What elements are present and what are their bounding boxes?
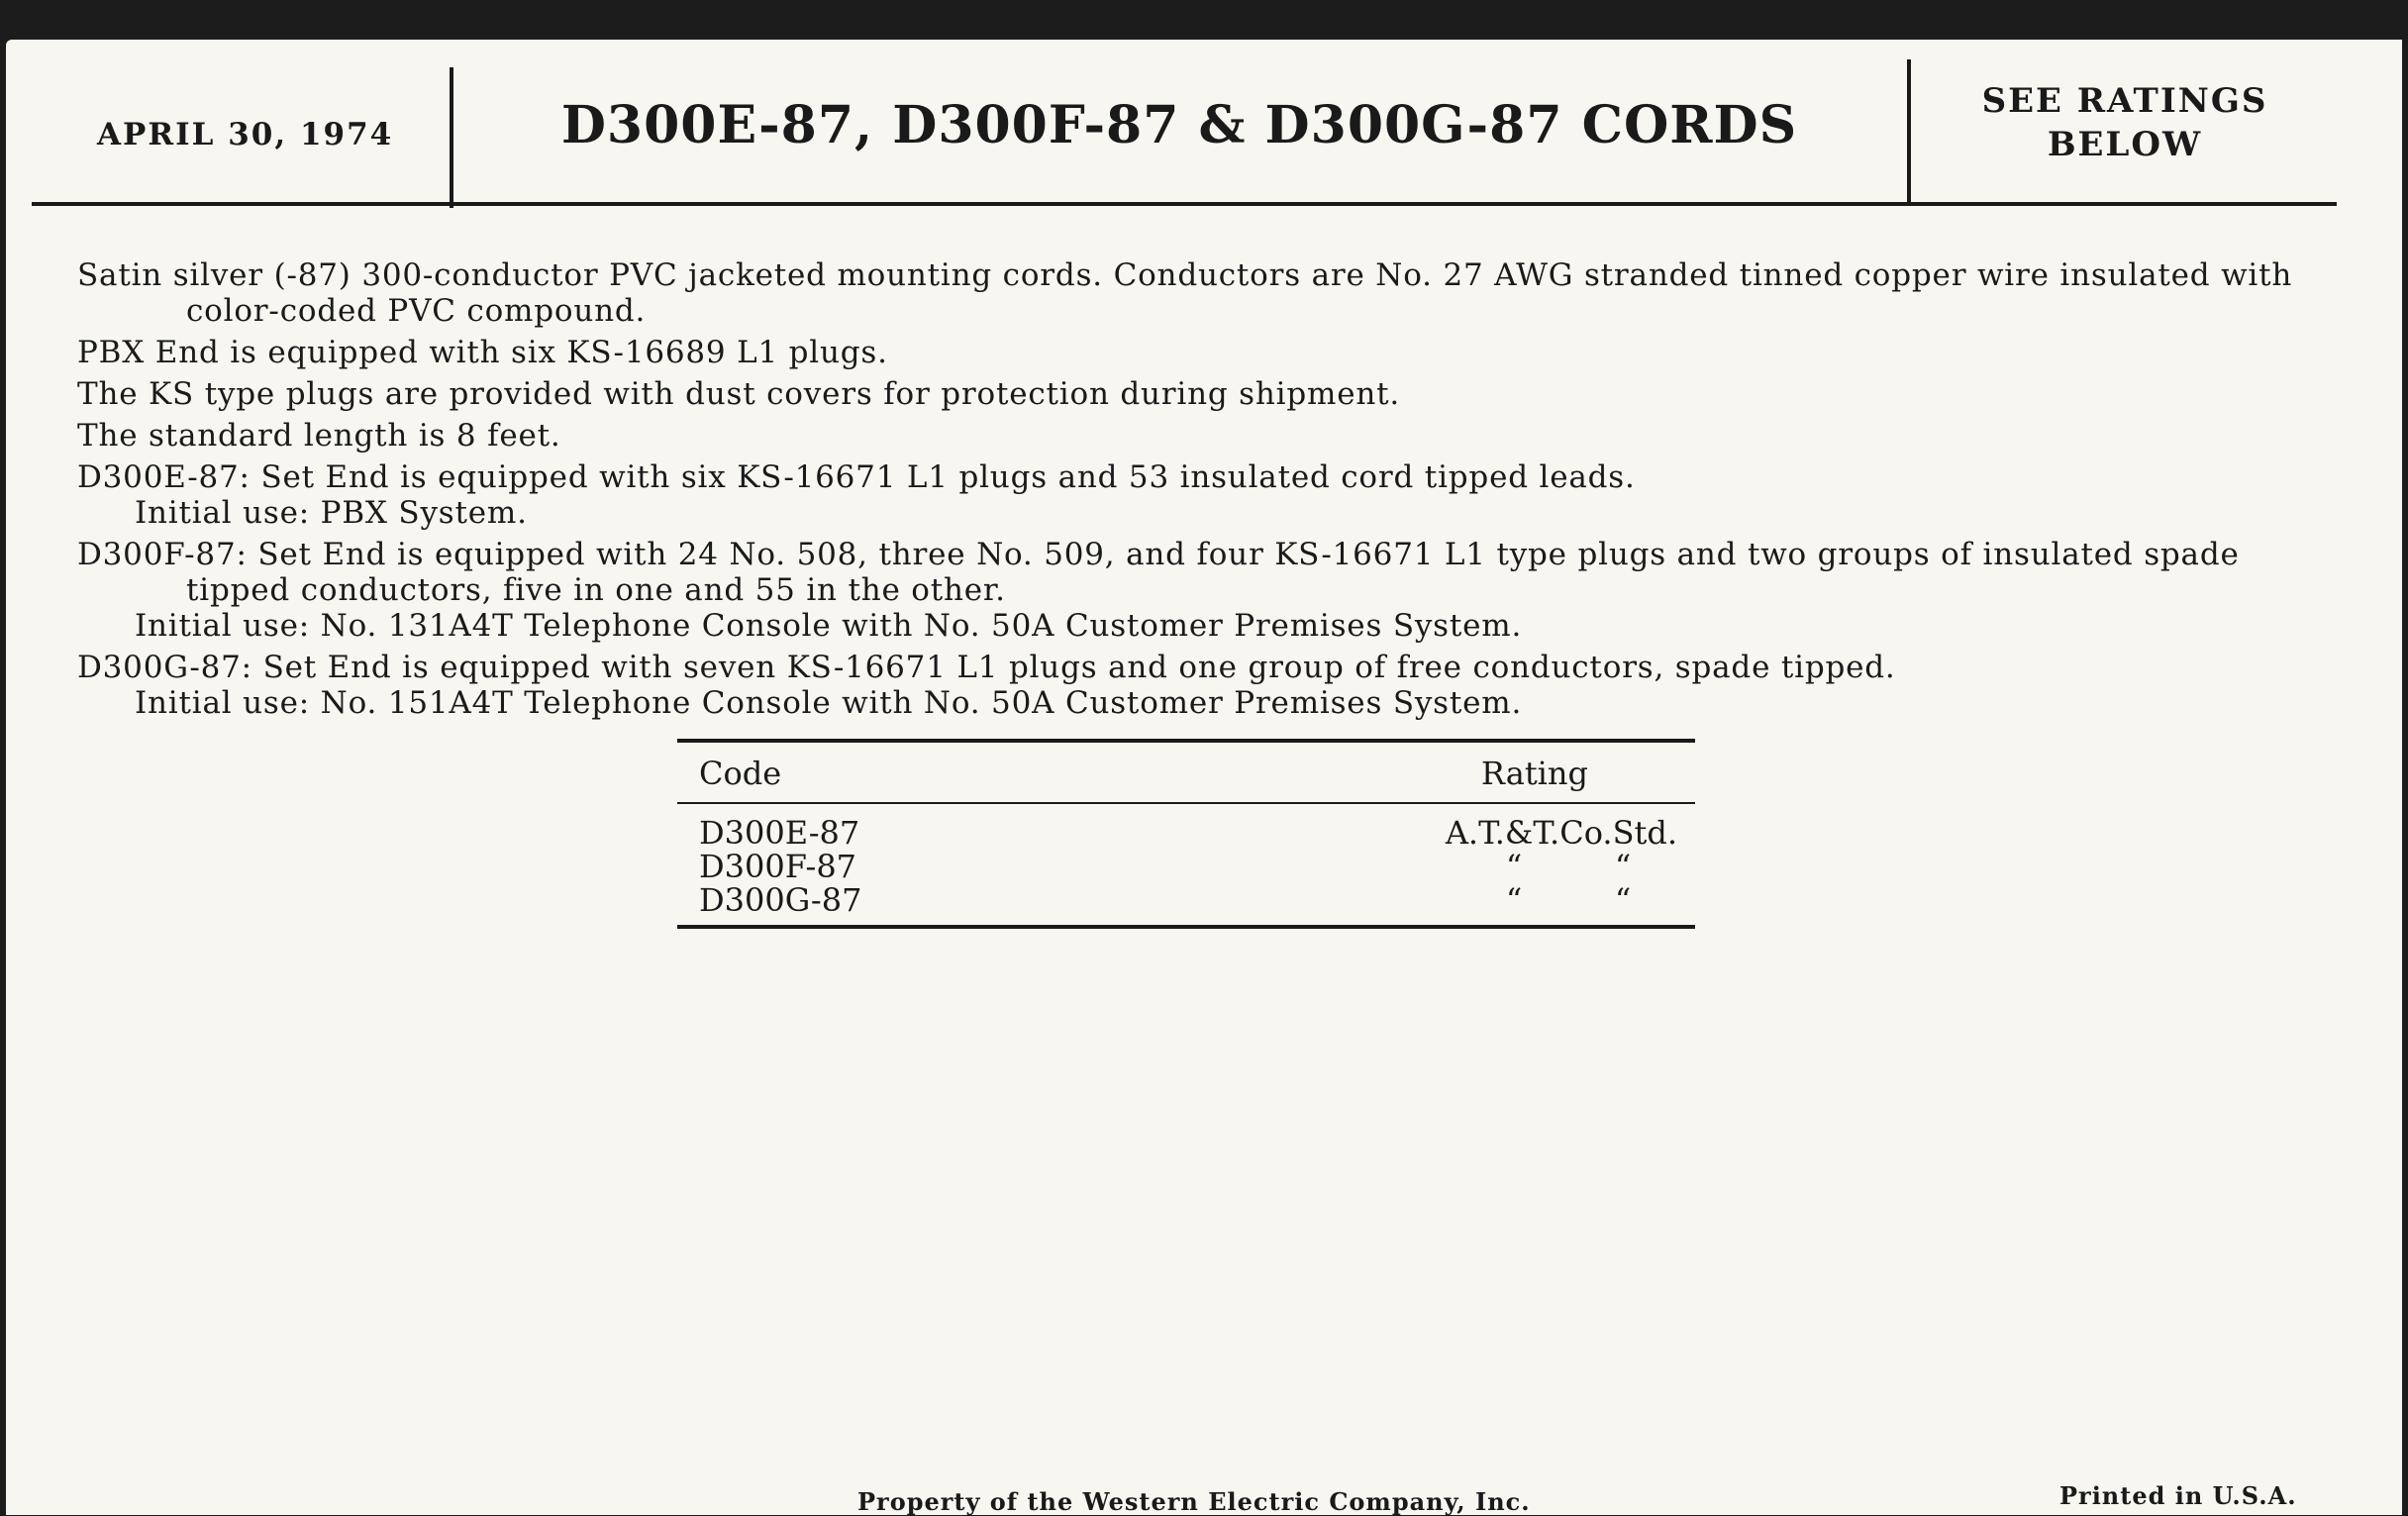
table-cell-rating: A.T.&T.Co.Std. — [1445, 814, 1677, 852]
paragraph-d300e-use: Initial use: PBX System. — [135, 495, 528, 531]
header-rule — [32, 202, 2337, 206]
document-card — [6, 40, 2402, 1515]
description-body — [77, 257, 2295, 727]
paragraph-d300f-use: Initial use: No. 131A4T Telephone Console with No. 50A Customer Premises System. — [135, 608, 1523, 644]
ditto-mark: “ — [1505, 848, 1523, 885]
header-divider-left — [450, 67, 453, 208]
column-header-rating: Rating — [1480, 755, 1588, 792]
footer-property: Property of the Western Electric Company, Inc. — [857, 1487, 1531, 1516]
ratings-note-line2: BELOW — [2047, 125, 2203, 164]
paragraph-d300f: D300F-87: Set End is equipped with 24 No. 508, three No. 509, and four KS-16671 L1 type plugs and two groups of insulated spade tipped conductors, five in one and 55 in the other. — [77, 537, 2240, 608]
ratings-note — [1927, 79, 2323, 166]
table-body — [677, 804, 1695, 925]
code-column — [699, 816, 861, 917]
table-cell-rating-ditto — [1446, 883, 1677, 917]
table-bottom-rule — [677, 925, 1695, 929]
footer-printed: Printed in U.S.A. — [2059, 1481, 2297, 1510]
table-cell-code: D300F-87 — [699, 848, 857, 885]
ratings-table — [677, 739, 1695, 929]
header-divider-right — [1907, 59, 1911, 202]
paragraph-length: The standard length is 8 feet. — [77, 418, 561, 454]
paragraph-description: Satin silver (-87) 300-conductor PVC jacketed mounting cords. Conductors are No. 27 AWG stranded tinned copper wire insulated with color-coded PVC compound. — [77, 257, 2293, 329]
paragraph-d300g-use: Initial use: No. 151A4T Telephone Console with No. 50A Customer Premises System. — [135, 685, 1523, 721]
table-cell-rating-ditto — [1446, 850, 1677, 883]
ditto-mark: “ — [1505, 881, 1523, 919]
table-cell-code: D300E-87 — [699, 814, 860, 852]
table-cell-code: D300G-87 — [699, 881, 862, 919]
paragraph-pbx-end: PBX End is equipped with six KS-16689 L1 plugs. — [77, 335, 888, 370]
ditto-mark: “ — [1614, 848, 1632, 885]
paragraph-dust-covers: The KS type plugs are provided with dust covers for protection during shipment. — [77, 376, 1401, 412]
ditto-mark: “ — [1614, 881, 1632, 919]
page-title: D300E-87, D300F-87 & D300G-87 CORDS — [560, 95, 1798, 155]
paragraph-d300e: D300E-87: Set End is equipped with six KS-16671 L1 plugs and 53 insulated cord tipped leads. — [77, 459, 1636, 495]
table-header — [677, 743, 1695, 802]
rating-column — [1446, 816, 1677, 917]
date-header: APRIL 30, 1974 — [97, 117, 394, 152]
ratings-note-line1: SEE RATINGS — [1981, 81, 2268, 121]
column-header-code: Code — [699, 755, 782, 792]
paragraph-d300g: D300G-87: Set End is equipped with seven KS-16671 L1 plugs and one group of free conductors, spade tipped. — [77, 650, 1896, 685]
